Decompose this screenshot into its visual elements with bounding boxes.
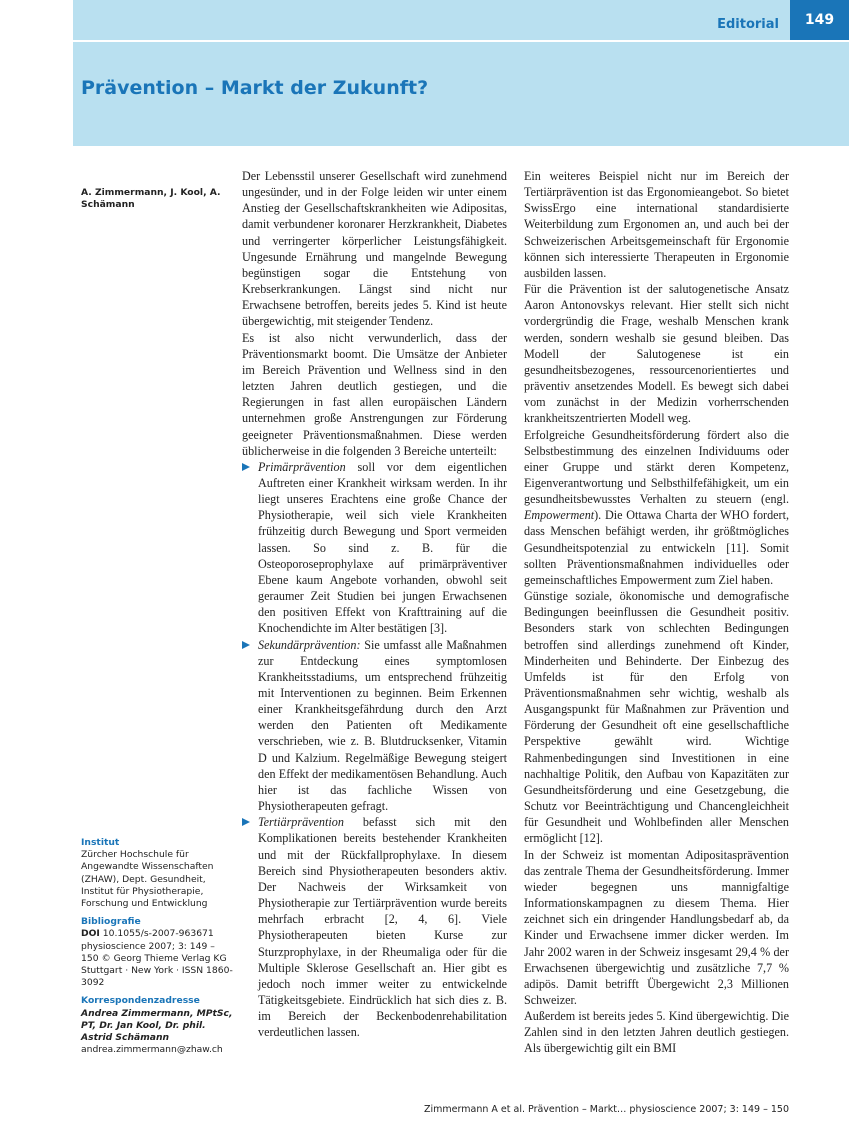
bullet-term: Tertiärprävention bbox=[258, 815, 344, 830]
author-block bbox=[81, 187, 231, 211]
institut-heading: Institut bbox=[81, 837, 120, 848]
institut-text: Zürcher Hochschule für Angewandte Wissenschaften (ZHAW), Dept. Gesundheit, Institut für Physiotherapie, Forschung und Entwicklung bbox=[81, 849, 214, 910]
bullet-arrow-icon bbox=[242, 463, 250, 471]
page-footer: Zimmermann A et al. Prävention – Markt… physioscience 2007; 3: 149 – 150 bbox=[424, 1104, 789, 1115]
authors: A. Zimmermann, J. Kool, A. Schämann bbox=[81, 187, 221, 210]
paragraph-part: Erfolgreiche Gesundheitsförderung fördert also die Selbstbestimmung des einzelnen Individuums oder einer Gruppe und stärkt deren Kompetenz, Eigenverantwortung und Selbsthilfefähigkeit, um ein gesundheitsbewusstes Verhalten zu steuern (engl. bbox=[524, 427, 789, 507]
doi-line bbox=[81, 928, 233, 940]
paragraph: Ein weiteres Beispiel nicht nur im Bereich der Tertiärprävention ist das Ergonomieangebot. So bietet SwissErgo eine international standardisierte Weiterbildung zum Ergonomen an, und auch bei der Schweizerischen Arbeitsgemeinschaft für Ergonomie können sich interessierte Therapeuten in Ergonomie ausbilden lassen. bbox=[524, 169, 789, 280]
paragraph bbox=[524, 427, 789, 589]
text-column-1 bbox=[242, 168, 507, 1040]
paragraph: Der Lebensstil unserer Gesellschaft wird zunehmend ungesünder, und in der Folge leiden wir unter einem Anstieg der Gesellschaftskrankheiten wie Adipositas, damit verbundener koronarer Herzkrankheit, Diabetes und verringerter körperlicher Leistungsfähigkeit. Ungesunde Ernährung und mangelnde Bewegung begünstigen sogar die Entstehung von Krebserkrankungen. Längst sind nicht nur Erwachsene betroffen, bereits jedes 5. Kind ist heute übergewichtig, mit steigender Tendenz. bbox=[242, 169, 507, 329]
bullet-sekundaerpraevention bbox=[242, 637, 507, 815]
header-divider bbox=[73, 40, 849, 42]
correspondence-email[interactable]: andrea.zimmermann@zhaw.ch bbox=[81, 1044, 223, 1056]
bullet-term: Primärprävention bbox=[258, 459, 346, 474]
emphasis: Empowerment bbox=[524, 508, 595, 523]
paragraph: In der Schweiz ist momentan Adipositasprävention das zentrale Thema der Gesundheitsförderung. Immer wieder begegnen uns mannigfaltige Informationskampagnen zu diesem Thema. Hier zeichnet sich ein dringender Handlungsbedarf ab, da Kinder und Erwachsene immer dicker werden. Im Jahr 2002 waren in der Schweiz insgesamt 29,4 % der Erwachsenen übergewichtig und zusätzliche 7,7 % adipös. Damit betrifft Übergewicht 2,3 Millionen Schweizer. bbox=[524, 847, 789, 1007]
bullet-text: Sie umfasst alle Maßnahmen zur Entdeckung eines symptomlosen Krankheitsstadiums, um entsprechend frühzeitig mit Interventionen zu beginnen. Beim Erkennen einer Krankheitsgefährdung durch den Arzt werden den Patienten oft Medikamente verschrieben, wie z. B. Blutdrucksenker, Vitamin D und Kalzium. Regelmäßige Bewegung steigert den Effekt der medikamentösen Behandlung. Auch hier ist das fachliche Wissen von Physiotherapeuten gefragt. bbox=[258, 637, 507, 814]
paragraph: Für die Prävention ist der salutogenetische Ansatz Aaron Antonovskys relevant. Hier stellt sich nicht vordergründig die Frage, weshalb Menschen krank werden, sondern weshalb sie gesund bleiben. Das Modell der Salutogenese ist ein gesundheitsbezogenes, ressourcenorientiertes und präventiv ansetzendes Modell. Es bewegt sich dabei vom zunächst in der Medizin vorherrschenden krankheitszentrierten Modell weg. bbox=[524, 282, 789, 426]
article-meta bbox=[81, 837, 233, 1056]
paragraph-part: ). Die Ottawa Charta der WHO fordert, dass Menschen befähigt werden, ihr größtmögliches Gesundheitspotenzial zu entwickeln [11]. Somit sollten Präventionsmaßnahmen individuelles oder gemeinschaftliches Empowerment zum Ziel haben. bbox=[524, 508, 789, 587]
page-number: 149 bbox=[790, 0, 849, 40]
paragraph: Außerdem ist bereits jedes 5. Kind übergewichtig. Die Zahlen sind in den letzten Jahren deutlich gestiegen. Als übergewichtig gilt ein BMI bbox=[524, 1009, 789, 1056]
bullet-tertiaerpraevention bbox=[242, 814, 507, 1040]
section-label: Editorial bbox=[717, 17, 779, 32]
text-column-2 bbox=[524, 168, 789, 1057]
korrespondenz-heading: Korrespondenzadresse bbox=[81, 995, 200, 1007]
paragraph: Es ist also nicht verwunderlich, dass der Präventionsmarkt boomt. Die Umsätze der Anbieter im Bereich Prävention und Wellness sind in den letzten Jahren deutlich gestiegen, und die Regierungen in fast allen europäischen Ländern unternehmen große Anstrengungen zur Förderung geeigneter Präventionsmaßnahmen. Diese werden üblicherweise in die folgenden 3 Bereiche unterteilt: bbox=[242, 330, 507, 458]
bullet-arrow-icon bbox=[242, 641, 250, 649]
article-title: Prävention – Markt der Zukunft? bbox=[81, 77, 429, 99]
bullet-primaerpraevention bbox=[242, 459, 507, 637]
bullet-text: soll vor dem eigentlichen Auftreten einer Krankheit wirksam werden. In ihr liegt unseres Erachtens eine große Chance der Physiotherapie, weil sich viele Krankheiten frühzeitig durch Bewegung und Sport vermeiden lassen. So sind z. B. für die Osteoporoseprophylaxe auf primärpräventiver Ebene kaum Angebote vorhanden, obwohl seit geraumer Zeit Studien bei jungen Erwachsenen den positiven Effekt von Krafttraining auf die Knochendichte im Alter bestätigen [3]. bbox=[258, 459, 507, 636]
doi-value[interactable]: 10.1055/s-2007-963671 bbox=[102, 928, 214, 940]
bullet-text: befasst sich mit den Komplikationen bereits bestehender Krankheiten und mit der Rückfallprophylaxe. In diesem Bereich sind Physiotherapeuten besonders aktiv. Der Nachweis der Wirksamkeit von Physiotherapie zur Tertiärprävention wurde bereits mehrfach erbracht [2, 4, 6]. Viele Physiotherapeuten bieten Kurse zur Sturzprophylaxe, in der Rheumaliga oder für die Multiple Sklerose Gesellschaft an. Hier gibt es jedoch noch immer weiter zu entwickelnde Tätigkeitsgebiete. Eindrücklich hat sich dies z. B. im Bereich der Beckenbodenrehabilitation verdeutlichen lassen. bbox=[258, 815, 507, 1040]
bibliografie-heading: Bibliografie bbox=[81, 916, 141, 928]
bullet-arrow-icon bbox=[242, 818, 250, 826]
correspondence-names: Andrea Zimmermann, MPtSc, PT, Dr. Jan Kool, Dr. phil. Astrid Schämann bbox=[81, 1007, 233, 1044]
doi-label: DOI bbox=[81, 928, 100, 940]
paragraph: Günstige soziale, ökonomische und demografische Bedingungen beeinflussen die Gesundheit positiv. Besonders stark von schlechten Bedingungen betroffen sind allerdings zunehmend oft Kinder, Minderheiten und Behinderte. Der Einbezug des Umfelds ist für den Erfolg von Präventionsmaßnahmen sehr wichtig, weshalb als Ausgangspunkt für Maßnahmen zur Prävention und Förderung der Gesundheit oft eine gesellschaftliche Perspektive gewählt wird. Wichtige Rahmenbedingungen sind Investitionen in eine nachhaltige Politik, den Aufbau von Kapazitäten zur Gesundheitsförderung und eine Gesetzgebung, die Schutz vor Beeinträchtigung und Chancengleichheit für Gesundheit und Wohlbefinden aller Menschen ermöglicht [12]. bbox=[524, 589, 789, 846]
bibliography-text: physioscience 2007; 3: 149 – 150 © Georg Thieme Verlag KG Stuttgart · New York · ISSN 1860-3092 bbox=[81, 940, 233, 989]
bullet-term: Sekundärprävention: bbox=[258, 637, 361, 652]
